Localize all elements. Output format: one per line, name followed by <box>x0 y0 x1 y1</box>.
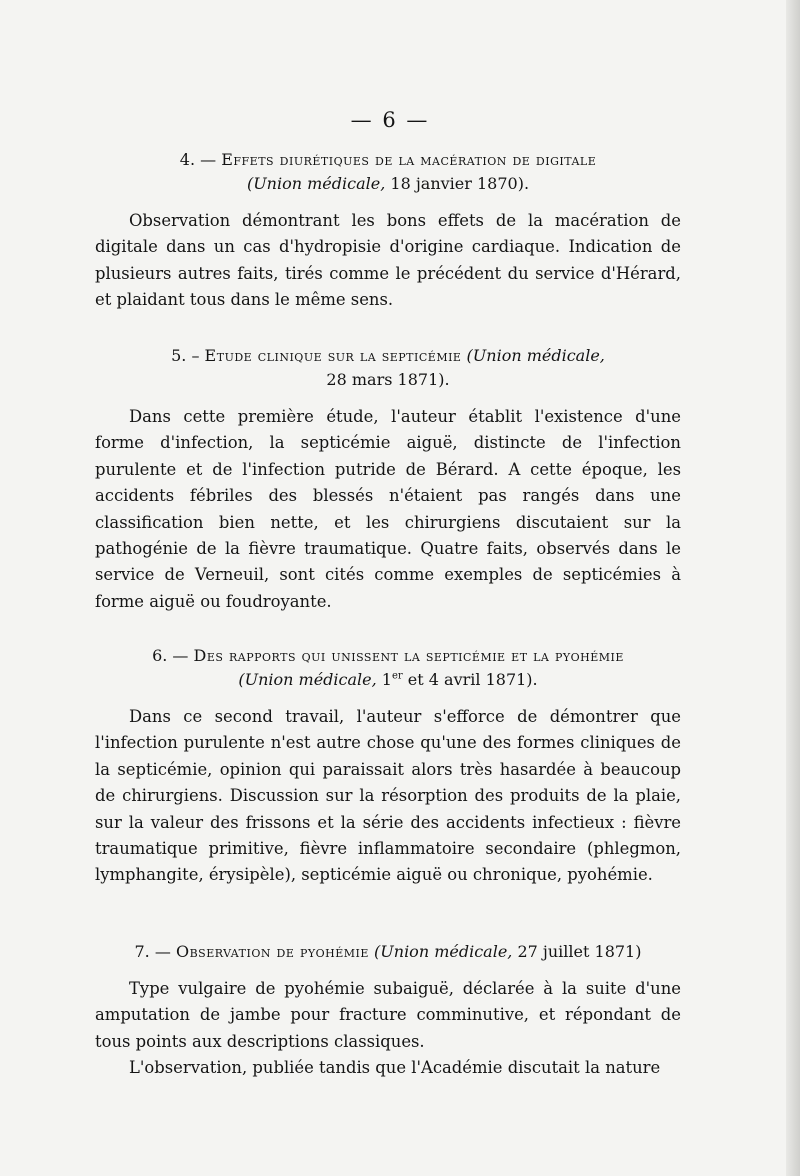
source-date: 28 mars 1871). <box>326 370 450 389</box>
heading-line-1 <box>95 644 681 668</box>
source-date-day: 1 <box>381 670 392 689</box>
section-7 <box>95 940 681 1082</box>
section-paragraph: L'observation, publiée tandis que l'Académie discutait la nature <box>129 1058 661 1078</box>
heading-line-2 <box>95 172 681 196</box>
source-date: 18 janvier 1870). <box>390 174 530 193</box>
heading-line-1 <box>95 344 681 368</box>
section-4 <box>95 148 681 314</box>
section-paragraph: Type vulgaire de pyohémie subaiguë, déclarée à la suite d'une amputation de jambe pour fracture comminutive, et répondant de tous points aux descriptions classiques. <box>95 979 681 1051</box>
page-number: — 6 — <box>350 108 430 132</box>
heading-line-2 <box>95 368 681 392</box>
section-number: 4. — <box>179 150 217 169</box>
section-paragraph: Dans ce second travail, l'auteur s'efforce de démontrer que l'infection purulente n'est autre chose qu'une des formes cliniques de la septicémie, opinion qui paraissait alors très hasardée à beaucoup de chirurgiens. Discussion sur la résorption des produits de la plaie, sur la valeur des frissons et la série des accidents infectieux : fièvre traumatique primitive, fièvre inflammatoire secondaire (phlegmon, lymphangite, érysipèle), septicémie aiguë ou chronique, pyohémie. <box>95 707 681 885</box>
section-heading <box>95 148 681 196</box>
section-heading <box>95 344 681 392</box>
section-number: 5. – <box>171 346 200 365</box>
section-paragraph: Observation démontrant les bons effets de la macération de digitale dans un cas d'hydropisie d'origine cardiaque. Indication de plusieurs autres faits, tirés comme le précédent du service d'Hérard, et plaidant tous dans le même sens. <box>95 211 681 310</box>
section-number: 7. — <box>134 942 171 961</box>
source-journal: (Union médicale, <box>466 346 605 365</box>
source-journal: (Union médicale, <box>238 670 377 689</box>
section-heading <box>95 940 681 964</box>
section-title: Observation de pyohémie <box>175 942 369 961</box>
section-number: 6. — <box>152 646 189 665</box>
source-date: 27 juillet 1871) <box>517 942 642 961</box>
section-paragraph: Dans cette première étude, l'auteur établit l'existence d'une forme d'infection, la septicémie aiguë, distincte de l'infection purulente et de l'infection putride de Bérard. A cette époque, les accidents fébriles des blessés n'étaient pas rangés dans une classification bien nette, et les chirurgiens discutaient sur la pathogénie de la fièvre traumatique. Quatre faits, observés dans le service de Verneuil, sont cités comme exemples de septicémies à forme aiguë ou foudroyante. <box>95 407 681 611</box>
section-title: Etude clinique sur la septicémie <box>204 346 462 365</box>
page-edge-shadow <box>786 0 800 1176</box>
section-title: Effets diurétiques de la macération de digitale <box>221 150 597 169</box>
heading-line-1 <box>95 148 681 172</box>
section-5 <box>95 344 681 615</box>
heading-line-2 <box>95 668 681 692</box>
heading-line-1 <box>95 940 681 964</box>
section-6 <box>95 644 681 889</box>
source-journal: (Union médicale, <box>246 174 386 193</box>
section-heading <box>95 644 681 692</box>
source-journal: (Union médicale, <box>374 942 513 961</box>
section-title: Des rapports qui unissent la septicémie et la pyohémie <box>193 646 624 665</box>
source-date-superscript: er <box>391 670 403 682</box>
source-date-rest: et 4 avril 1871). <box>407 670 538 689</box>
